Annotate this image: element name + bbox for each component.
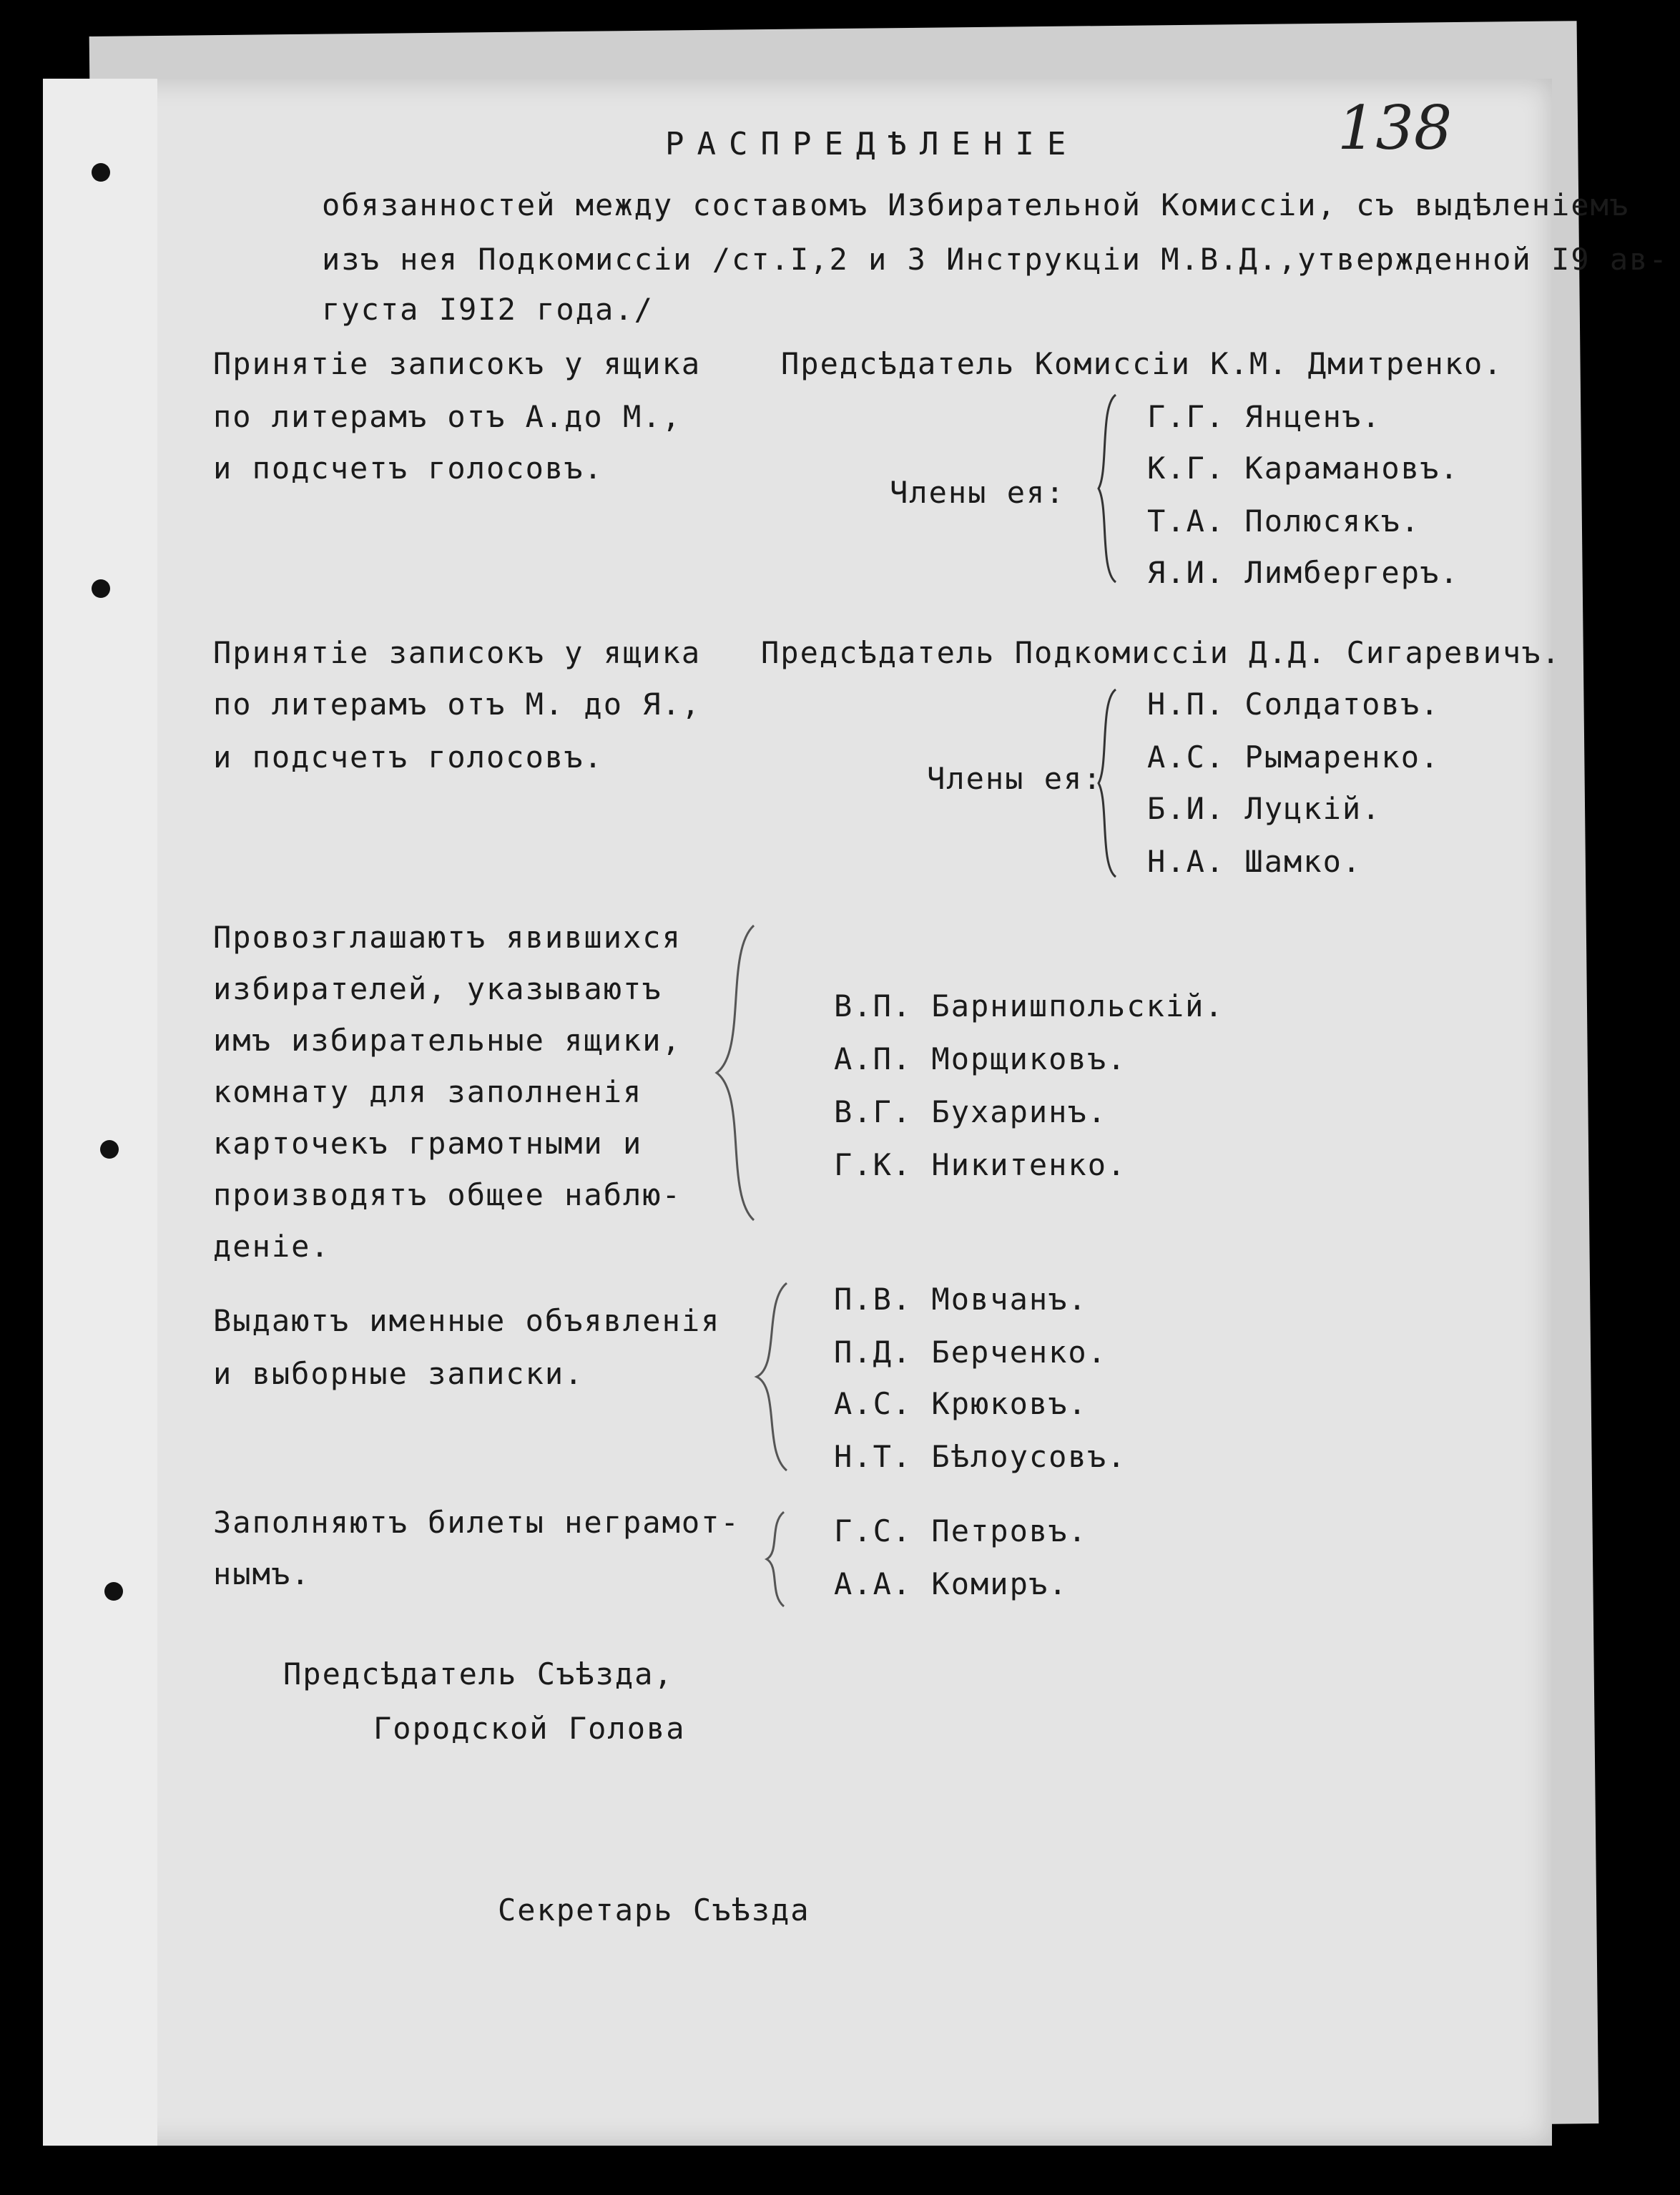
duty-line: по литерамъ отъ М. до Я., bbox=[213, 687, 702, 722]
member-name: Н.А. Шамко. bbox=[1147, 844, 1362, 879]
member-name: Б.И. Луцкій. bbox=[1147, 791, 1382, 826]
member-name: Г.К. Никитенко. bbox=[834, 1147, 1127, 1182]
member-name: А.С. Крюковъ. bbox=[834, 1386, 1088, 1421]
member-name: К.Г. Карамановъ. bbox=[1147, 451, 1460, 486]
commission-chair: Предсѣдатель Комиссіи К.М. Дмитренко. bbox=[781, 346, 1503, 381]
binding-hole bbox=[100, 1140, 119, 1159]
member-name: Я.И. Лимбергеръ. bbox=[1147, 555, 1460, 590]
member-name: П.Д. Берченко. bbox=[834, 1335, 1108, 1370]
members-label: Члены ея: bbox=[927, 761, 1103, 796]
member-name: Г.Г. Янценъ. bbox=[1147, 399, 1382, 434]
chair-signature-title: Предсѣдатель Съѣзда, bbox=[283, 1656, 674, 1691]
member-name: А.П. Морщиковъ. bbox=[834, 1041, 1127, 1076]
members-brace bbox=[1093, 392, 1121, 585]
secretary-signature-title: Секретарь Съѣзда bbox=[498, 1892, 810, 1928]
member-name: Т.А. Полюсякъ. bbox=[1147, 504, 1421, 539]
duty-line: Выдаютъ именные объявленія bbox=[213, 1303, 721, 1338]
duty-line: и подсчетъ голосовъ. bbox=[213, 740, 604, 775]
binding-hole bbox=[104, 1582, 123, 1601]
members-brace bbox=[1093, 687, 1121, 880]
member-name: П.В. Мовчанъ. bbox=[834, 1282, 1088, 1317]
member-name: Г.С. Петровъ. bbox=[834, 1513, 1088, 1548]
binding-margin bbox=[43, 79, 157, 2146]
duty-line: нымъ. bbox=[213, 1556, 311, 1591]
duty-line: Заполняютъ билеты неграмот- bbox=[213, 1505, 740, 1540]
duty-line: производятъ общее наблю- bbox=[213, 1177, 682, 1212]
header-line: густа I9I2 года./ bbox=[322, 292, 654, 327]
member-name: В.Г. Бухаринъ. bbox=[834, 1094, 1108, 1129]
document-title: РАСПРЕДѢЛЕНІЕ bbox=[665, 126, 1079, 162]
member-name: Н.Т. Бѣлоусовъ. bbox=[834, 1439, 1127, 1474]
duty-line: деніе. bbox=[213, 1229, 330, 1264]
member-name: Н.П. Солдатовъ. bbox=[1147, 687, 1440, 722]
binding-hole bbox=[92, 163, 110, 182]
member-name: А.С. Рымаренко. bbox=[1147, 740, 1440, 775]
archive-page-number: 138 bbox=[1337, 93, 1453, 163]
header-line: обязанностей между составомъ Избирательной Комиссіи, съ выдѣленіемъ bbox=[322, 187, 1630, 222]
members-brace bbox=[751, 1280, 794, 1473]
subcommission-chair: Предсѣдатель Подкомиссіи Д.Д. Сигаревичъ. bbox=[761, 635, 1561, 670]
binding-hole bbox=[92, 579, 110, 598]
header-line: изъ нея Подкомиссіи /ст.I,2 и 3 Инструкціи М.В.Д.,утвержденной I9 ав- bbox=[322, 242, 1669, 277]
members-label: Члены ея: bbox=[890, 475, 1066, 510]
duty-line: комнату для заполненія bbox=[213, 1074, 643, 1109]
document-page bbox=[43, 79, 1552, 2146]
members-brace bbox=[711, 923, 761, 1223]
duty-line: имъ избирательные ящики, bbox=[213, 1023, 682, 1058]
chair-signature-subtitle: Городской Голова bbox=[373, 1711, 686, 1746]
duty-line: карточекъ грамотными и bbox=[213, 1126, 643, 1161]
duty-line: и подсчетъ голосовъ. bbox=[213, 451, 604, 486]
member-name: В.П. Барнишпольскій. bbox=[834, 988, 1224, 1023]
duty-line: Принятіе записокъ у ящика bbox=[213, 346, 702, 381]
member-name: А.А. Комиръ. bbox=[834, 1566, 1069, 1601]
duty-line: по литерамъ отъ А.до М., bbox=[213, 399, 682, 434]
duty-line: избирателей, указываютъ bbox=[213, 971, 662, 1006]
duty-line: Провозглашаютъ явившихся bbox=[213, 920, 682, 955]
duty-line: Принятіе записокъ у ящика bbox=[213, 635, 702, 670]
duty-line: и выборные записки. bbox=[213, 1356, 584, 1391]
members-brace bbox=[761, 1509, 790, 1609]
